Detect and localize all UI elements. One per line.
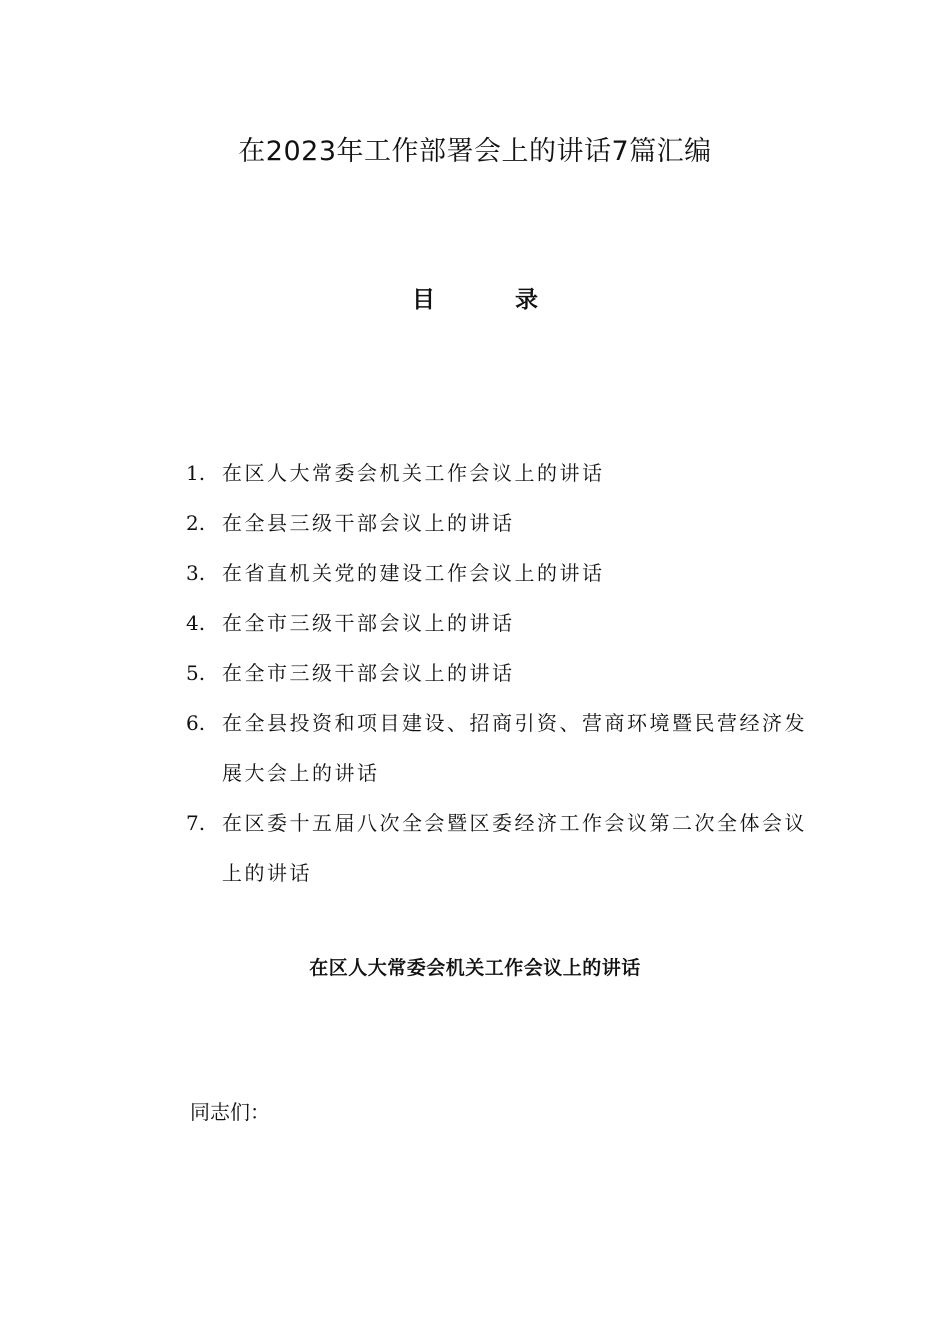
- toc-item-6: [186, 698, 811, 798]
- toc-item-text: 在全市三级干部会议上的讲话: [222, 661, 515, 685]
- toc-item-text: 在全县三级干部会议上的讲话: [222, 511, 515, 535]
- toc-item-text: 在区委十五届八次全会暨区委经济工作会议第二次全体会议上的讲话: [222, 811, 807, 885]
- table-of-contents: [186, 448, 811, 898]
- toc-item-5: [186, 648, 811, 698]
- toc-item-3: [186, 548, 811, 598]
- toc-item-number: 3.: [186, 561, 206, 585]
- toc-item-number: 4.: [186, 611, 206, 635]
- toc-item-text: 在全县投资和项目建设、招商引资、营商环境暨民营经济发展大会上的讲话: [222, 711, 807, 785]
- toc-item-number: 6.: [186, 711, 206, 735]
- toc-item-7: [186, 798, 811, 898]
- document-title: 在2023年工作部署会上的讲话7篇汇编: [238, 136, 712, 167]
- toc-item-number: 2.: [186, 511, 206, 535]
- toc-heading: 目 录: [411, 287, 574, 313]
- toc-item-number: 7.: [186, 811, 206, 835]
- section-title: 在区人大常委会机关工作会议上的讲话: [309, 957, 641, 979]
- toc-item-number: 1.: [186, 461, 206, 485]
- toc-item-text: 在全市三级干部会议上的讲话: [222, 611, 515, 635]
- toc-item-2: [186, 498, 811, 548]
- toc-item-text: 在省直机关党的建设工作会议上的讲话: [222, 561, 605, 585]
- toc-item-number: 5.: [186, 661, 206, 685]
- toc-item-text: 在区人大常委会机关工作会议上的讲话: [222, 461, 605, 485]
- salutation: 同志们：: [190, 1100, 270, 1124]
- toc-item-4: [186, 598, 811, 648]
- toc-item-1: [186, 448, 811, 498]
